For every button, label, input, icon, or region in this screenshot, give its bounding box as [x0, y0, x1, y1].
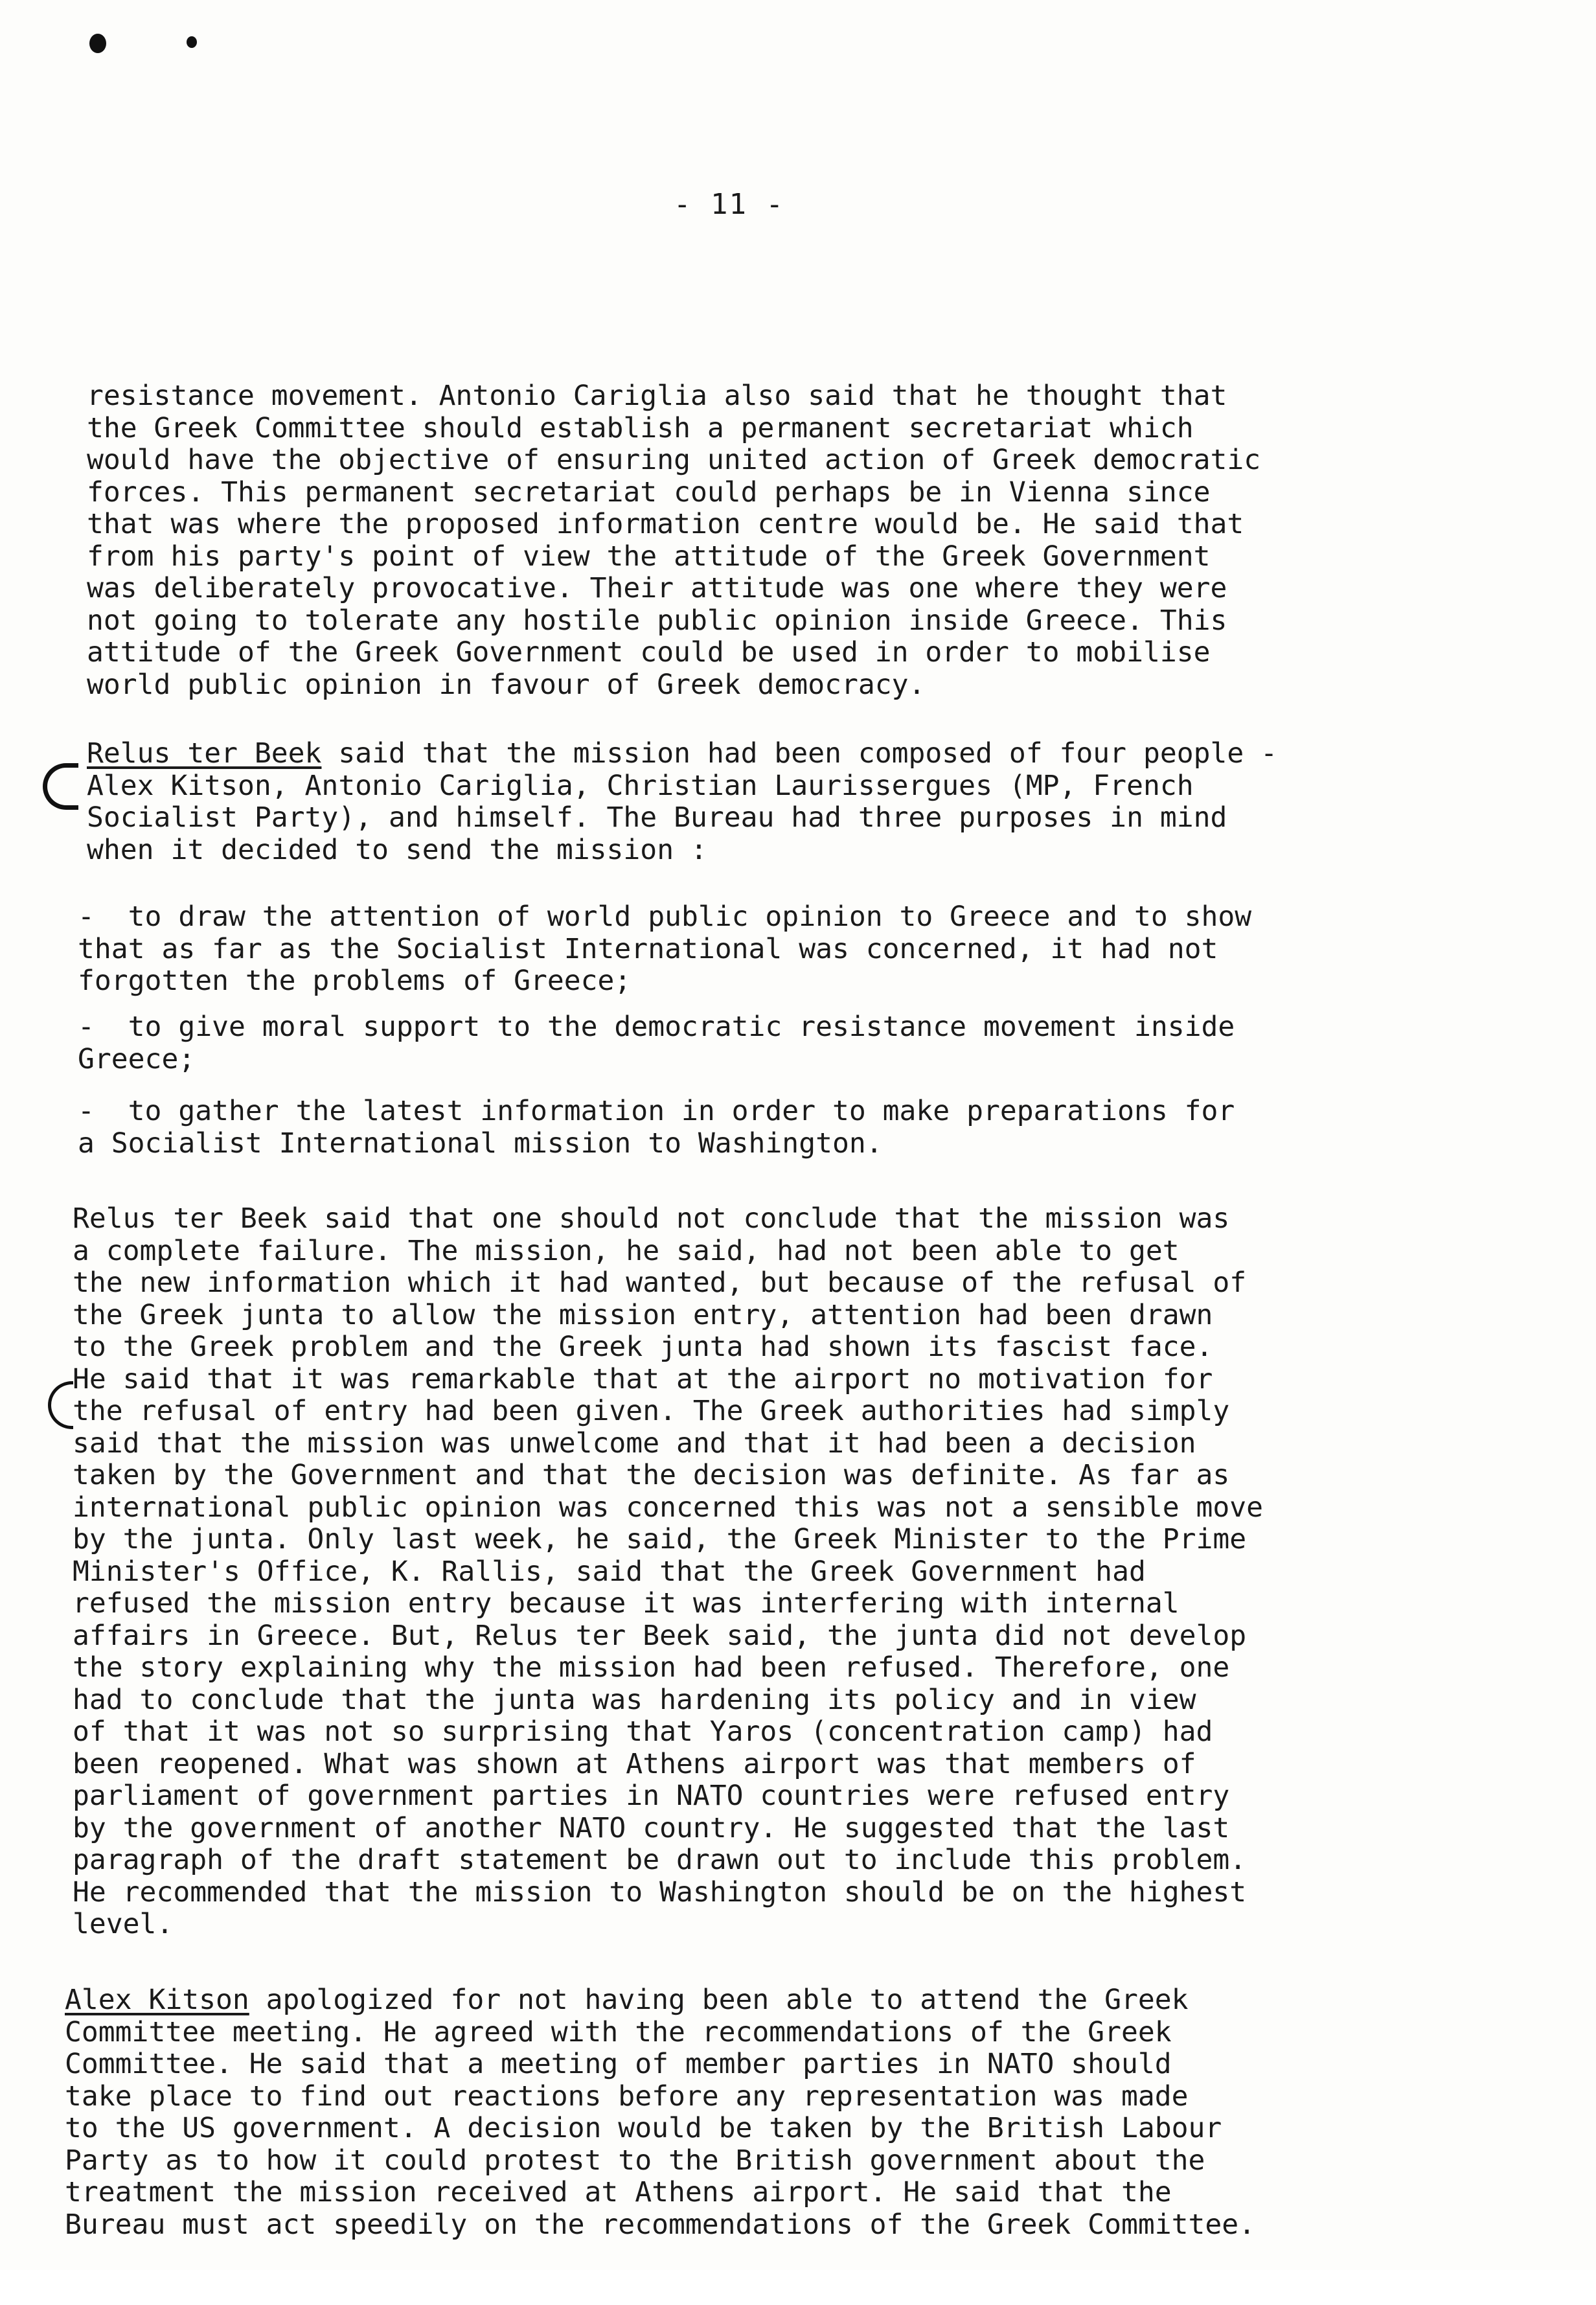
speaker-name: Alex Kitson	[65, 1984, 249, 2016]
text-line: paragraph of the draft statement be drawn out to include this problem.	[73, 1844, 1247, 1876]
text-line: said that the mission was unwelcome and that it had been a decision	[73, 1427, 1196, 1460]
text-line: Minister's Office, K. Rallis, said that the Greek Government had	[73, 1555, 1146, 1588]
handwritten-bracket-mark	[48, 1381, 73, 1429]
text-line: taken by the Government and that the decision was definite. As far as	[73, 1459, 1230, 1491]
text-line: Greece;	[78, 1042, 196, 1075]
text-fragment: said that the mission had been composed of four people -	[321, 737, 1278, 770]
text-line: the story explaining why the mission had been refused. Therefore, one	[73, 1651, 1230, 1684]
text-line: - to give moral support to the democratic resistance movement inside	[78, 1011, 1235, 1043]
text-line: Party as to how it could protest to the British government about the	[65, 2144, 1205, 2177]
text-line: Relus ter Beek said that one should not conclude that the mission was	[73, 1202, 1230, 1235]
text-line: Alex Kitson, Antonio Cariglia, Christian Laurissergues (MP, French	[87, 769, 1194, 802]
text-line: attitude of the Greek Government could be used in order to mobilise	[87, 636, 1211, 669]
text-line: Socialist Party), and himself. The Bureau had three purposes in mind	[87, 801, 1227, 834]
scan-ink-blot	[89, 34, 106, 53]
text-line: take place to find out reactions before any representation was made	[65, 2080, 1189, 2113]
text-line: He recommended that the mission to Washington should be on the highest	[73, 1875, 1247, 1909]
text-line: of that it was not so surprising that Yaros (concentration camp) had	[73, 1715, 1213, 1748]
text-line: - to draw the attention of world public opinion to Greece and to show	[78, 900, 1252, 933]
text-line: would have the objective of ensuring united action of Greek democratic	[87, 444, 1261, 476]
text-fragment: apologized for not having been able to attend the Greek	[249, 1984, 1189, 2016]
text-line: a complete failure. The mission, he said, had not been able to get	[73, 1234, 1180, 1267]
text-line: by the junta. Only last week, he said, the Greek Minister to the Prime	[73, 1523, 1247, 1555]
text-line: forces. This permanent secretariat could perhaps be in Vienna since	[87, 476, 1211, 509]
text-line: the Greek Committee should establish a permanent secretariat which	[87, 411, 1194, 444]
text-line: to the Greek problem and the Greek junta had shown its fascist face.	[73, 1331, 1213, 1363]
text-line: to the US government. A decision would be taken by the British Labour	[65, 2112, 1222, 2144]
page-number: - 11 -	[674, 188, 784, 221]
text-line: was deliberately provocative. Their attitude was one where they were	[87, 572, 1227, 604]
text-line: parliament of government parties in NATO countries were refused entry	[73, 1780, 1230, 1812]
text-line: had to conclude that the junta was hardening its policy and in view	[73, 1683, 1196, 1716]
text-line: - to gather the latest information in order to make preparations for	[78, 1095, 1235, 1127]
text-line: by the government of another NATO country. He suggested that the last	[73, 1811, 1230, 1844]
handwritten-bracket-mark	[43, 763, 78, 810]
text-line: the Greek junta to allow the mission entry, attention had been drawn	[73, 1298, 1213, 1331]
text-line: from his party's point of view the attitude of the Greek Government	[87, 540, 1211, 573]
text-line: world public opinion in favour of Greek democracy.	[87, 668, 926, 701]
text-line: international public opinion was concerned this was not a sensible move	[73, 1491, 1264, 1524]
text-line: that as far as the Socialist International was concerned, it had not	[78, 932, 1218, 965]
text-line: that was where the proposed information centre would be. He said that	[87, 508, 1244, 540]
text-line: the new information which it had wanted, but because of the refusal of	[73, 1267, 1247, 1299]
text-line: the refusal of entry had been given. The Greek authorities had simply	[73, 1395, 1230, 1427]
text-line	[87, 738, 1277, 770]
text-line: Committee meeting. He agreed with the recommendations of the Greek	[65, 2015, 1172, 2048]
text-line: He said that it was remarkable that at the airport no motivation for	[73, 1362, 1213, 1395]
text-line: not going to tolerate any hostile public opinion inside Greece. This	[87, 604, 1227, 637]
text-line	[65, 1984, 1255, 2017]
text-line: level.	[73, 1908, 174, 1940]
text-line: when it decided to send the mission :	[87, 833, 707, 866]
paragraph-kitson	[65, 1920, 1255, 2305]
text-line: Bureau must act speedily on the recommendations of the Greek Committee.	[65, 2208, 1256, 2241]
text-line: treatment the mission received at Athens airport. He said that the	[65, 2176, 1172, 2208]
scan-ink-dot	[187, 36, 197, 48]
text-line: forgotten the problems of Greece;	[78, 965, 632, 997]
text-line: been reopened. What was shown at Athens airport was that members of	[73, 1747, 1196, 1780]
text-line: a Socialist International mission to Washington.	[78, 1127, 883, 1160]
text-line: refused the mission entry because it was interfering with internal	[73, 1587, 1180, 1620]
paragraph-terbeek-assessment	[73, 1139, 1263, 2005]
text-line: affairs in Greece. But, Relus ter Beek said, the junta did not develop	[73, 1619, 1247, 1652]
text-line: Committee. He said that a meeting of member parties in NATO should	[65, 2048, 1172, 2080]
text-line: resistance movement. Antonio Cariglia also said that he thought that	[87, 380, 1227, 412]
speaker-name: Relus ter Beek	[87, 737, 322, 770]
